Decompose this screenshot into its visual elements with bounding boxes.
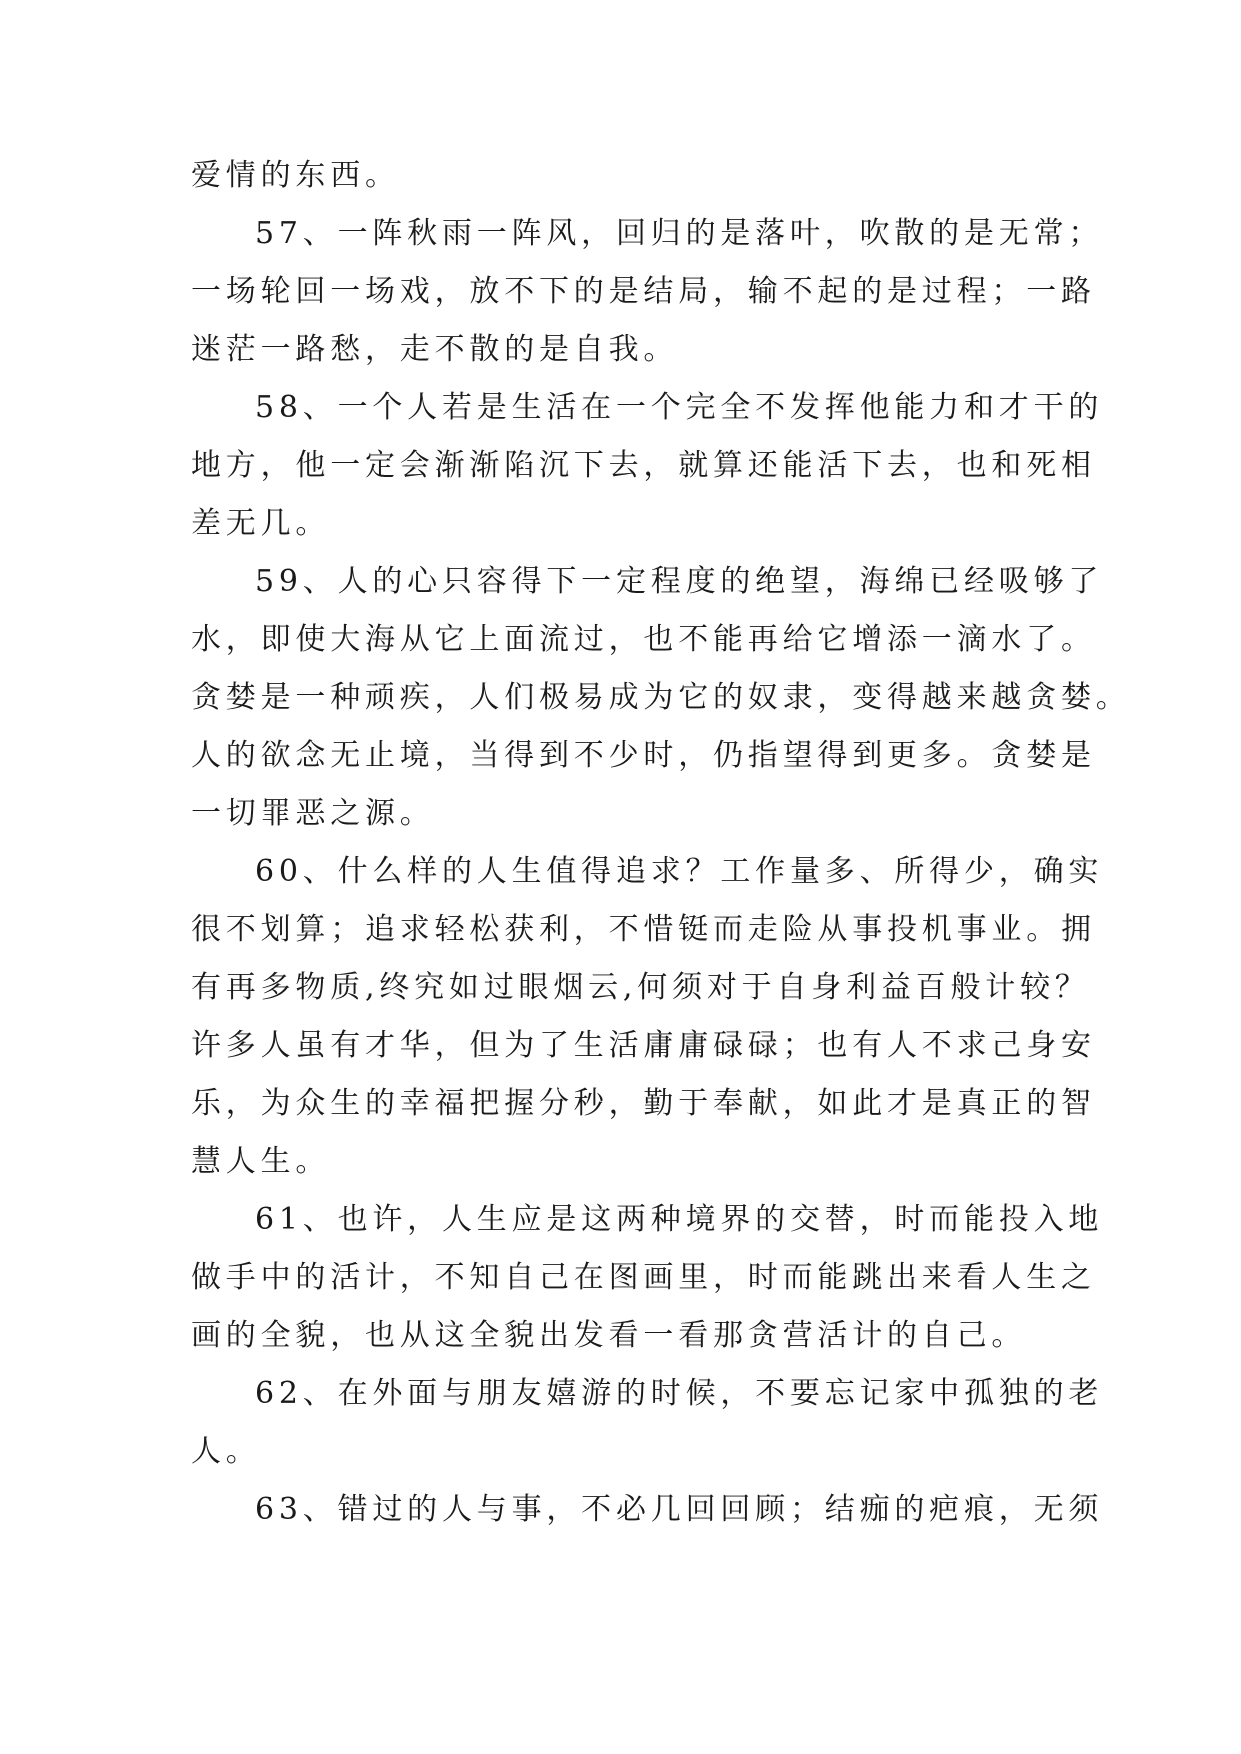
text-line: 很不划算；追求轻松获利，不惜铤而走险从事投机事业。拥 — [191, 912, 1096, 947]
paragraph-58 — [191, 379, 1104, 553]
text-line: 迷茫一路愁，走不散的是自我。 — [191, 332, 679, 367]
text-line: 61、也许，人生应是这两种境界的交替，时而能投入地 — [255, 1202, 1104, 1237]
text-line: 57、一阵秋雨一阵风，回归的是落叶，吹散的是无常； — [255, 216, 1104, 251]
text-line: 差无几。 — [191, 506, 331, 541]
document-body — [191, 147, 1131, 1539]
text-line: 有再多物质,终究如过眼烟云,何须对于自身利益百般计较？ — [191, 970, 1090, 1005]
paragraph-60 — [191, 843, 1104, 1191]
text-line: 59、人的心只容得下一定程度的绝望，海绵已经吸够了 — [255, 564, 1104, 599]
paragraph-57 — [191, 205, 1104, 379]
paragraph-61 — [191, 1191, 1104, 1365]
text-line: 人的欲念无止境，当得到不少时，仍指望得到更多。贪婪是 — [191, 738, 1096, 773]
text-line: 水，即使大海从它上面流过，也不能再给它增添一滴水了。 — [191, 622, 1096, 657]
text-line: 做手中的活计，不知自己在图画里，时而能跳出来看人生之 — [191, 1260, 1096, 1295]
text-line: 贪婪是一种顽疾，人们极易成为它的奴隶，变得越来越贪婪。 — [191, 680, 1131, 715]
text-line: 62、在外面与朋友嬉游的时候，不要忘记家中孤独的老 — [255, 1376, 1104, 1411]
paragraph-62 — [191, 1365, 1104, 1481]
text-line: 许多人虽有才华，但为了生活庸庸碌碌；也有人不求己身安 — [191, 1028, 1096, 1063]
text-line: 画的全貌，也从这全貌出发看一看那贪营活计的自己。 — [191, 1318, 1027, 1353]
paragraph-63 — [191, 1481, 1104, 1539]
text-line: 乐，为众生的幸福把握分秒，勤于奉献，如此才是真正的智 — [191, 1086, 1096, 1121]
paragraph-continuation — [191, 147, 1091, 205]
text-line: 人。 — [191, 1434, 261, 1469]
text-line: 一切罪恶之源。 — [191, 796, 435, 831]
text-line: 地方，他一定会渐渐陷沉下去，就算还能活下去，也和死相 — [191, 448, 1096, 483]
text-line: 慧人生。 — [191, 1144, 331, 1179]
text-line: 58、一个人若是生活在一个完全不发挥他能力和才干的 — [255, 390, 1104, 425]
paragraph-59 — [191, 553, 1131, 843]
text-line: 一场轮回一场戏，放不下的是结局，输不起的是过程；一路 — [191, 274, 1096, 309]
text-line: 爱情的东西。 — [191, 158, 400, 193]
text-line: 63、错过的人与事，不必几回回顾；结痂的疤痕，无须 — [255, 1492, 1104, 1527]
text-line: 60、什么样的人生值得追求？工作量多、所得少，确实 — [255, 854, 1104, 889]
